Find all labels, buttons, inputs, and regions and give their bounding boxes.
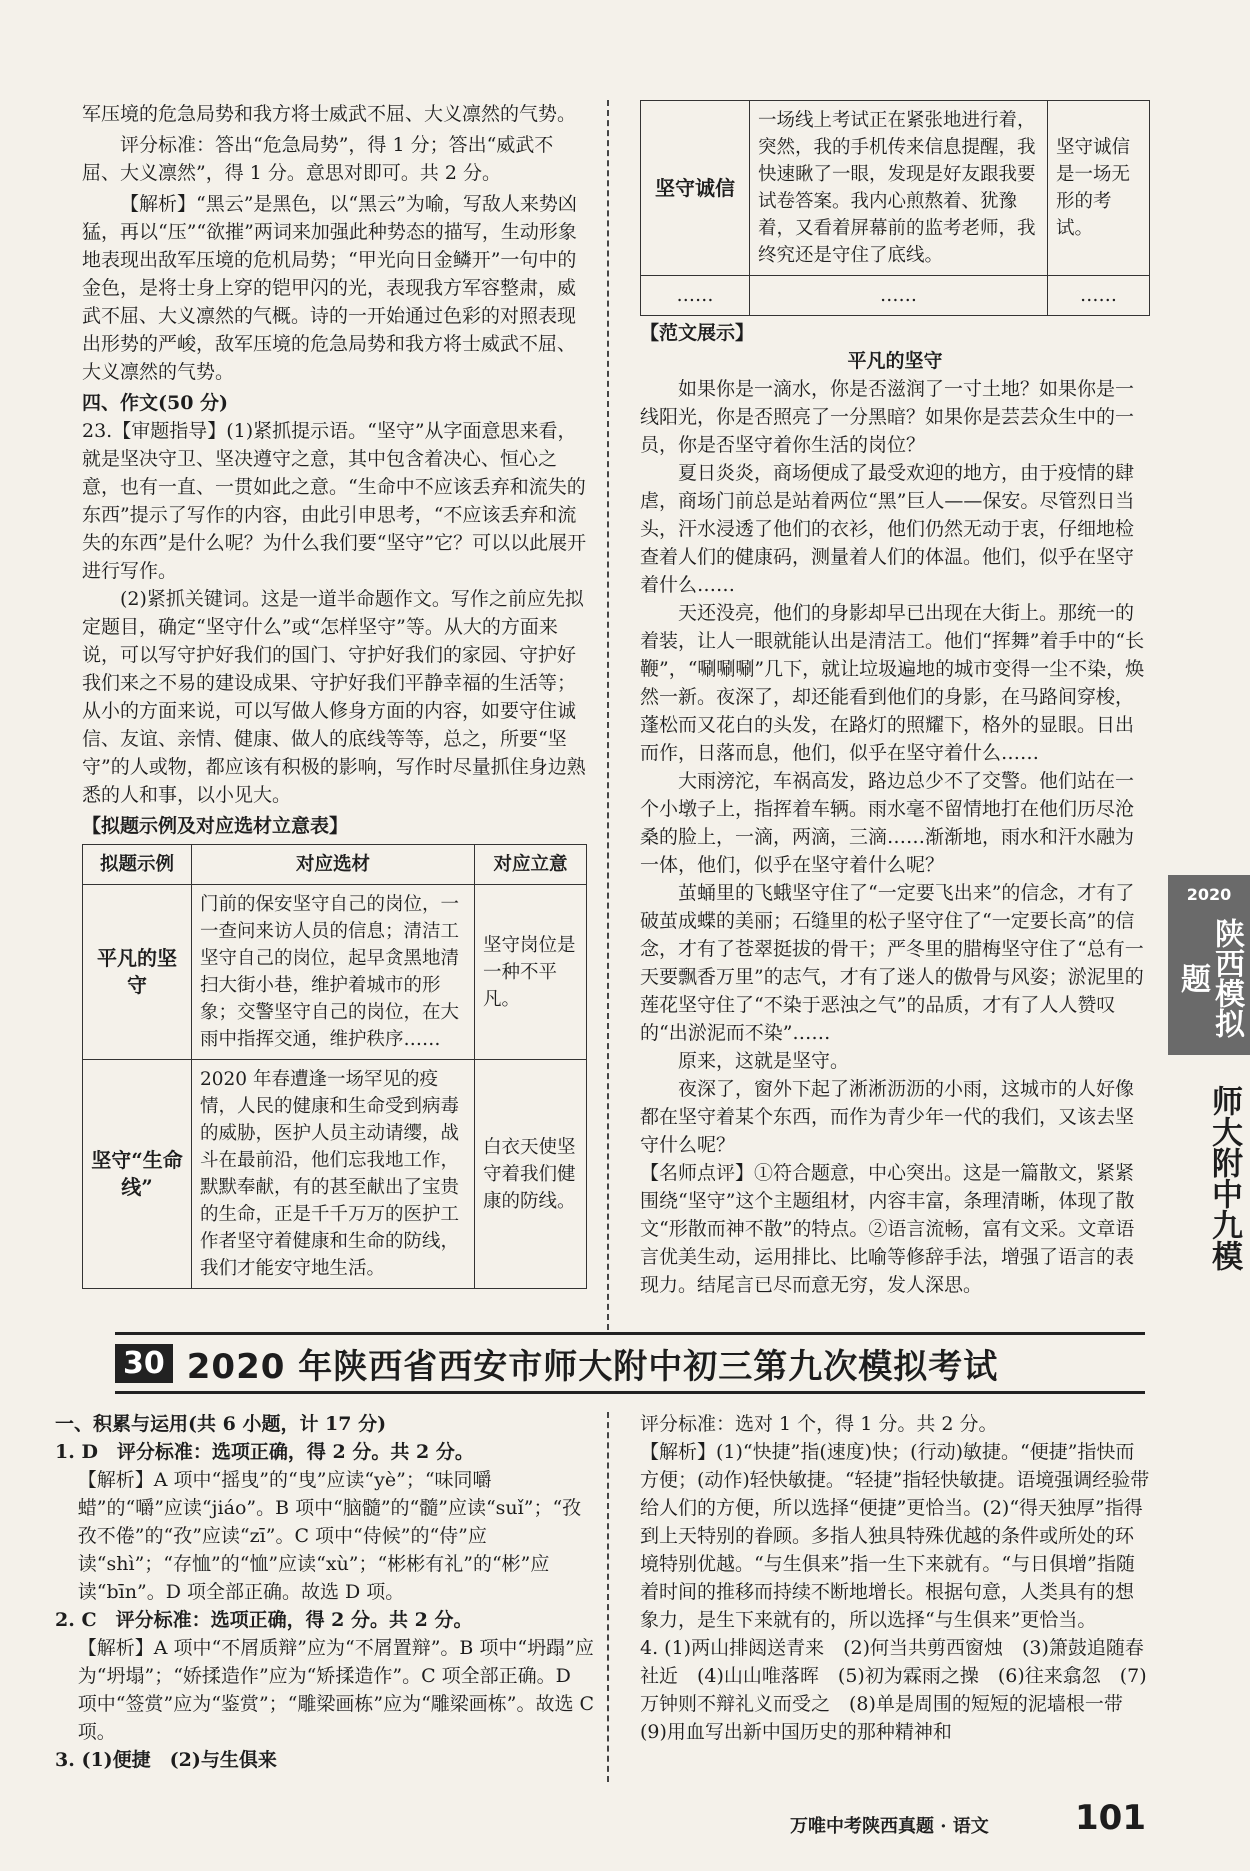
left-column [82,100,587,1289]
table-row [641,276,1150,316]
scoring-criteria: 评分标准：答出“危急局势”，得 1 分；答出“威武不屈、大义凛然”，得 1 分。意思对即可。共 2 分。 [82,134,554,184]
bottom-left-column [55,1410,595,1774]
table-row [641,101,1150,276]
idea-cell: …… [1048,276,1150,316]
theme-cell: 坚守“生命线” [83,1060,192,1289]
sample-heading: 【范文展示】 [640,322,755,344]
idea-cell: 白衣天使坚守着我们健康的防线。 [475,1060,587,1289]
theme-cell: …… [641,276,750,316]
material-cell: 2020 年春遭逢一场罕见的疫情，人民的健康和生命受到病毒的威胁，医护人员主动请缨，战斗在最前沿，他们忘我地工作，默默奉献，有的甚至献出了宝贵的生命，正是千千万万的医护工作者坚守着健康和生命的防线，我们才能安守地生活。 [192,1060,475,1289]
column-divider [607,1412,609,1782]
material-cell: 门前的保安坚守自己的岗位，一一查问来访人员的信息；清洁工坚守自己的岗位，起早贪黑地清扫大街小巷，维护着城市的形象；交警坚守自己的岗位，在大雨中指挥交通，维护秩序…… [192,885,475,1060]
q3-analysis: 【解析】(1)“快捷”指(速度)快；(行动)敏捷。“便捷”指快而方便；(动作)轻快敏捷。“轻捷”指轻快敏捷。语境强调经验带给人们的方便，所以选择“便捷”更恰当。(2)“得天独厚”指得到上天特别的眷顾。多指人独具特殊优越的条件或所处的环境特别优越。“与生俱来”指一生下来就有。“与日俱增”指随着时间的推移而持续不断地增长。根据句意，人类具有的想象力，是生下来就有的，所以选择“与生俱来”更恰当。 [640,1441,1150,1631]
analysis-text: 【解析】“黑云”是黑色，以“黑云”为喻，写敌人来势凶猛，再以“压”“欲摧”两词来加强此种势态的描写，生动形象地表现出敌军压境的危机局势；“甲光向日金鳞开”一句中的金色，是将士身上穿的铠甲闪的光，表现我方军容整肃，威武不屈、大义凛然的气概。诗的一开始通过色彩的对照表现出形势的严峻，敌军压境的危急局势和我方将士威武不屈、大义凛然的气势。 [82,193,577,383]
side-tab-label: 陕西模拟题 [1175,918,1244,1038]
material-cell: …… [750,276,1048,316]
exam-title-bar [115,1332,1145,1394]
q23-keywords: (2)紧抓关键词。这是一道半命题作文。写作之前应先拟定题目，确定“坚守什么”或“怎样坚守”等。从大的方面来说，可以写守护好我们的国门、守护好我们的家园、守护好我们来之不易的建设成果、守护好我们平静幸福的生活等；从小的方面来说，可以写做人修身方面的内容，如要守住诚信、友谊、亲情、健康、做人的底线等等，总之，所要“坚守”的人或物，都应该有积极的影响，写作时尽量抓住身边熟悉的人和事，以小见大。 [82,588,586,806]
theme-cell: 坚守诚信 [641,101,750,276]
exam-title: 2020 年陕西省西安市师大附中初三第九次模拟考试 [186,1346,999,1387]
column-divider [607,100,609,1330]
q23-guidance: 23.【审题指导】(1)紧抓提示语。“坚守”从字面意思来看，就是坚决守卫、坚决遵守之意，其中包含着决心、恒心之意，也有一直、一贯如此之意。“生命中不应该丢弃和流失的东西”提示了写作的内容，由此引申思考，“不应该丢弃和流失的东西”是什么呢？为什么我们要“坚守”它？可以以此展开进行写作。 [82,420,587,582]
side-tab [1168,875,1250,1055]
table-row [83,885,587,1060]
answer-text: 军压境的危急局势和我方将士威武不屈、大义凛然的气势。 [82,103,577,125]
theme-cell: 平凡的坚守 [83,885,192,1060]
footer-brand: 万唯中考陕西真题 · 语文 [790,1816,989,1837]
q1-analysis: 【解析】A 项中“摇曳”的“曳”应读“yè”；“味同嚼蜡”的“嚼”应读“jiáo”。B 项中“脑髓”的“髓”应读“suǐ”；“孜孜不倦”的“孜”应读“zī”。C 项中“侍候”的“侍”应读“shì”；“存恤”的“恤”应读“xù”；“彬彬有礼”的“彬”应读“bīn”。D 项全部正确。故选 D 项。 [77,1469,582,1603]
table-header: 对应选材 [192,845,475,885]
essay-paragraph: 茧蛹里的飞蛾坚守住了“一定要飞出来”的信念，才有了破茧成蝶的美丽；石缝里的松子坚守住了“一定要长高”的信念，才有了苍翠挺拔的骨干；严冬里的腊梅坚守住了“总有一天要飘香万里”的志气，才有了迷人的傲骨与风姿；淤泥里的莲花坚守住了“不染于恶浊之气”的品质，才有了人人赞叹的“出淤泥而不染”…… [640,882,1144,1044]
topic-table-continued [640,100,1150,316]
bottom-right-column [640,1410,1150,1746]
section-heading: 一、积累与运用(共 6 小题，计 17 分) [55,1413,387,1435]
side-school-label: 师大附中九模 [1206,1085,1242,1271]
essay-paragraph: 原来，这就是坚守。 [678,1050,850,1072]
idea-cell: 坚守岗位是一种不平凡。 [475,885,587,1060]
essay-paragraph: 夜深了，窗外下起了淅淅沥沥的小雨，这城市的人好像都在坚守着某个东西，而作为青少年一代的我们，又该去坚守什么呢？ [640,1078,1135,1156]
q3-answer: 3. (1)便捷 (2)与生俱来 [55,1749,277,1771]
q2-analysis: 【解析】A 项中“不屑质辩”应为“不屑置辩”。B 项中“坍蹋”应为“坍塌”；“娇揉造作”应为“矫揉造作”。C 项全部正确。D 项中“签赏”应为“鉴赏”；“雕梁画栋”应为“雕梁画栋”。故选 C 项。 [77,1637,595,1743]
table-header: 对应立意 [475,845,587,885]
q1-answer: 1. D 评分标准：选项正确，得 2 分。共 2 分。 [55,1441,474,1463]
section-heading: 四、作文(50 分) [82,392,229,414]
page-number: 101 [1075,1798,1146,1838]
side-tab-year: 2020 [1186,885,1232,904]
page-footer [0,1790,1250,1850]
essay-paragraph: 天还没亮，他们的身影却早已出现在大街上。那统一的着装，让人一眼就能认出是清洁工。他们“挥舞”着手中的“长鞭”，“唰唰唰”几下，就让垃圾遍地的城市变得一尘不染，焕然一新。夜深了，却还能看到他们的身影，在马路间穿梭，蓬松而又花白的头发，在路灯的照耀下，格外的显眼。日出而作，日落而息，他们，似乎在坚守着什么…… [640,602,1145,764]
table-header: 拟题示例 [83,845,192,885]
q4-answer: 4. (1)两山排闼送青来 (2)何当共剪西窗烛 (3)箫鼓追随春社近 (4)山山唯落晖 (5)初为霖雨之操 (6)往来翕忽 (7)万钟则不辩礼义而受之 (8)单是周围的短短的泥墙根一带 (9)用血写出新中国历史的那种精神和 [640,1637,1147,1743]
essay-paragraph: 如果你是一滴水，你是否滋润了一寸土地？如果你是一线阳光，你是否照亮了一分黑暗？如果你是芸芸众生中的一员，你是否坚守着你生活的岗位？ [640,378,1135,456]
table-heading: 【拟题示例及对应选材立意表】 [82,815,349,837]
right-column [640,100,1150,1299]
material-cell: 一场线上考试正在紧张地进行着，突然，我的手机传来信息提醒，我快速瞅了一眼，发现是好友跟我要试卷答案。我内心煎熬着、犹豫着，又看着屏幕前的监考老师，我终究还是守住了底线。 [750,101,1048,276]
essay-paragraph: 大雨滂沱，车祸高发，路边总少不了交警。他们站在一个小墩子上，指挥着车辆。雨水毫不留情地打在他们历尽沧桑的脸上，一滴，两滴，三滴……渐渐地，雨水和汗水融为一体，他们，似乎在坚守着什么呢？ [640,770,1135,876]
topic-table [82,844,587,1289]
idea-cell: 坚守诚信是一场无形的考试。 [1048,101,1150,276]
essay-paragraph: 夏日炎炎，商场便成了最受欢迎的地方，由于疫情的肆虐，商场门前总是站着两位“黑”巨人——保安。尽管烈日当头，汗水浸透了他们的衣衫，他们仍然无动于衷，仔细地检查着人们的健康码，测量着人们的体温。他们，似乎在坚守着什么…… [640,462,1135,596]
exam-number: 30 [115,1344,173,1383]
table-row [83,1060,587,1289]
q2-answer: 2. C 评分标准：选项正确，得 2 分。共 2 分。 [55,1609,473,1631]
essay-title: 平凡的坚守 [847,350,943,372]
scoring-criteria: 评分标准：选对 1 个，得 1 分。共 2 分。 [640,1413,998,1435]
teacher-comment: 【名师点评】①符合题意，中心突出。这是一篇散文，紧紧围绕“坚守”这个主题组材，内容丰富，条理清晰，体现了散文“形散而神不散”的特点。②语言流畅，富有文采。文章语言优美生动，运用排比、比喻等修辞手法，增强了语言的表现力。结尾言已尽而意无穷，发人深思。 [640,1162,1135,1296]
